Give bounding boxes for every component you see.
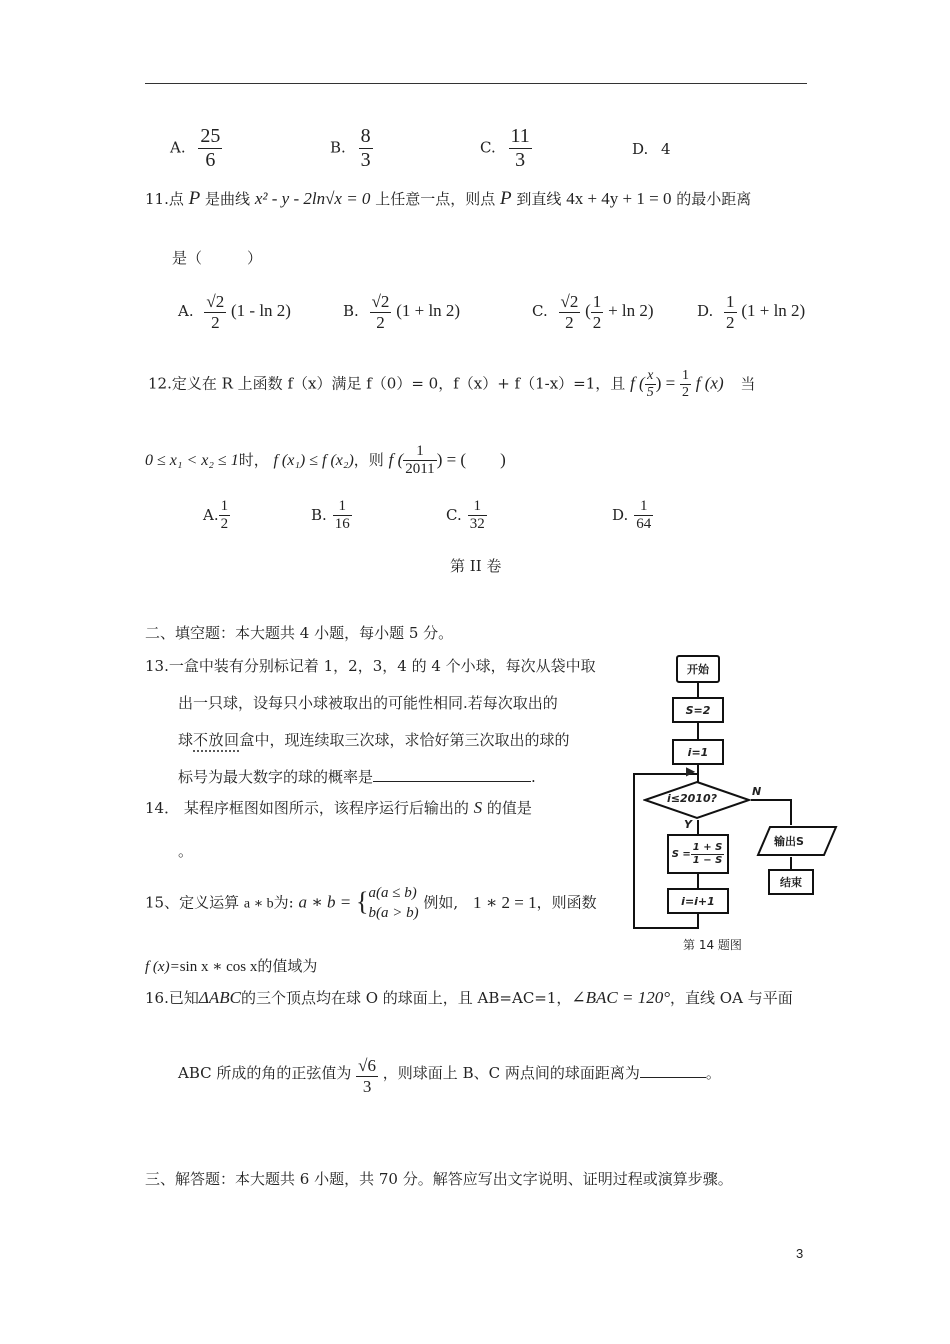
option-fraction <box>559 292 581 332</box>
text: ，则 <box>353 450 384 469</box>
option-label: D. <box>612 505 629 524</box>
text: ，则函数 <box>536 893 597 912</box>
fraction <box>403 443 436 479</box>
curve-equation: x² - y - 2ln√x = 0 <box>254 189 371 208</box>
math: ) = ( ) <box>436 449 506 469</box>
page-number: 3 <box>796 1246 804 1261</box>
text: 盒中，现连续取三次球，求恰好第三次取出的球的 <box>239 731 570 749</box>
denominator: 6 <box>205 149 216 171</box>
q13-line1: 13.一盒中装有分别标记着 1，2，3，4 的 4 个小球，每次从袋中取 <box>145 657 596 675</box>
part-title: 第 II 卷 <box>450 557 502 575</box>
angle: ∠BAC = 120° <box>571 988 671 1007</box>
q16-line2 <box>178 1056 721 1096</box>
q14-line1 <box>145 797 532 818</box>
option-fraction <box>204 292 226 332</box>
option-fraction <box>724 292 737 332</box>
fc-caption: 第 14 题图 <box>683 938 742 952</box>
numerator: √2 <box>371 292 390 311</box>
option-fraction <box>359 125 373 172</box>
denominator: 3 <box>360 149 371 171</box>
text: 12.定义在 R 上函数 f（x）满足 f（0）= 0，f（x）+ f（1-x）=1，且 <box>148 374 626 393</box>
numerator: 1 <box>403 443 436 461</box>
option-label: A. <box>178 302 194 321</box>
text: 的值是 <box>486 799 532 817</box>
operation: a ∗ b <box>243 896 274 912</box>
numerator: 1 <box>726 292 735 311</box>
q13-line4 <box>178 766 536 787</box>
fc-no-branch <box>751 799 791 801</box>
denominator: 5 <box>646 385 654 401</box>
text: 时， <box>238 450 269 469</box>
numerator: x <box>645 368 656 385</box>
fc-loop-bottom <box>633 927 699 929</box>
q15-line1 <box>145 884 597 923</box>
q13-line2: 出一只球，设每只小球被取出的可能性相同.若每次取出的 <box>178 694 558 712</box>
denominator: 2 <box>220 516 229 533</box>
option-tail: + ln 2) <box>608 301 654 321</box>
text: 标号为最大数字的球的概率是 <box>178 768 374 786</box>
fc-start: 开始 <box>676 655 720 683</box>
numerator: 8 <box>360 125 371 147</box>
open-paren: ( <box>585 301 591 321</box>
option-fraction <box>333 498 352 534</box>
fc-yes-branch <box>697 820 699 834</box>
fc-i-init: i=1 <box>672 739 724 765</box>
point-p: P <box>500 188 512 209</box>
fc-loop-down <box>697 914 699 929</box>
numerator: 1 <box>468 498 487 516</box>
option-tail: (1 - ln 2) <box>231 301 291 321</box>
numerator: 25 <box>200 125 221 147</box>
text: ，直线 OA 与平面 <box>670 989 793 1007</box>
text: 。 <box>705 1064 721 1082</box>
triangle: ΔABC <box>198 988 241 1007</box>
inner-fraction <box>591 292 604 332</box>
fc-decision-label: i≤2010? <box>667 792 717 805</box>
option-value: 4 <box>661 140 671 158</box>
q12-option-b <box>311 498 352 534</box>
emphasis-text: 不放回 <box>193 731 240 749</box>
q14-line2: 。 <box>178 842 194 860</box>
text: 上任意一点，则点 <box>375 190 496 208</box>
option-label: C. <box>480 138 496 157</box>
option-label: A. <box>170 138 186 157</box>
text: 的三个顶点均在球 O 的球面上，且 AB=AC=1， <box>240 989 572 1007</box>
text: ABC 所成的角的正弦值为 <box>178 1064 352 1082</box>
option-fraction <box>198 125 222 172</box>
denominator: 64 <box>636 516 652 533</box>
fc-loop-left <box>633 773 635 929</box>
header-rule <box>145 83 807 84</box>
fc-no-label: N <box>752 785 762 798</box>
numerator: √2 <box>560 292 579 311</box>
option-label: C. <box>446 505 462 524</box>
denominator: 2 <box>211 312 220 332</box>
numerator: 11 <box>510 125 530 147</box>
text: 球 <box>178 731 194 749</box>
denominator: 3 <box>515 149 526 171</box>
numerator: 1 <box>592 292 602 311</box>
text: 是曲线 <box>205 190 251 208</box>
q11-stem-line1 <box>145 188 751 210</box>
text: 点 <box>168 190 184 208</box>
q12-stem-line1 <box>148 368 755 401</box>
q11-option-c <box>532 292 654 332</box>
variable-s: S <box>473 798 483 817</box>
option-fraction <box>634 498 653 534</box>
option-fraction <box>219 498 231 534</box>
numerator: √2 <box>206 292 225 311</box>
line-equation: 4x + 4y + 1 = 0 <box>566 189 672 208</box>
math: ) = <box>655 373 676 393</box>
numerator: 1 <box>680 368 691 385</box>
denominator: 2 <box>592 312 602 332</box>
fc-output-label: 输出S <box>774 835 804 848</box>
q10-option-d <box>632 140 671 158</box>
q15-line2 <box>145 955 317 976</box>
answer-blank[interactable] <box>373 767 531 782</box>
case-2: b(a > b) <box>368 904 419 921</box>
numerator: 1 <box>219 498 231 516</box>
q13-line3 <box>178 729 570 750</box>
option-label: B. <box>311 505 327 524</box>
numerator: 1 + S <box>692 842 723 853</box>
option-label: B. <box>343 302 359 321</box>
math: f (x) <box>695 373 724 393</box>
fraction <box>645 368 656 401</box>
option-label: C. <box>532 302 548 321</box>
section-heading-solve: 三、解答题：本大题共 6 小题，共 70 分。解答应写出文字说明、证明过程或演算步骤。 <box>145 1170 733 1188</box>
text: 到直线 <box>516 190 562 208</box>
text: 的值域为 <box>257 957 318 975</box>
text: 16.已知 <box>145 989 199 1007</box>
math: f ( <box>388 449 404 469</box>
fc-connector <box>697 723 699 739</box>
option-fraction <box>509 125 532 172</box>
fc-connector <box>697 874 699 888</box>
function-lhs: f (x)= <box>145 959 180 975</box>
denominator: 1 − S <box>692 854 723 866</box>
text: 的最小距离 <box>676 190 752 208</box>
answer-blank[interactable] <box>640 1063 706 1078</box>
fc-update-lhs: S = <box>671 848 691 860</box>
option-label: A. <box>203 505 219 524</box>
fc-update-box <box>667 834 729 874</box>
fc-yes-label: Y <box>684 818 692 831</box>
q12-option-c <box>446 498 487 534</box>
option-label: D. <box>632 140 649 158</box>
q12-stem-line2 <box>145 443 506 479</box>
q10-option-a <box>170 125 222 172</box>
condition: 0 ≤ x₁ < x₂ ≤ 1 <box>145 451 239 469</box>
numerator: 1 <box>634 498 653 516</box>
text: 当 <box>740 374 756 393</box>
condition: f (x₁) ≤ f (x₂) <box>273 451 354 469</box>
text: ，则球面上 B、C 两点间的球面距离为 <box>382 1064 640 1082</box>
definition-lhs: a ∗ b = <box>298 892 352 912</box>
denominator: 2 <box>376 312 385 332</box>
numerator: 1 <box>333 498 352 516</box>
case-1: a(a ≤ b) <box>368 885 417 901</box>
q12-option-d <box>612 498 653 534</box>
fc-s-init: S=2 <box>672 697 724 723</box>
question-number: 11. <box>145 190 169 208</box>
text: . <box>531 768 536 786</box>
text: 14． 某程序框图如图所示，该程序运行后输出的 <box>145 799 469 817</box>
denominator: 32 <box>469 516 485 533</box>
sine-fraction <box>356 1056 378 1096</box>
q11-stem-line2: 是（ ） <box>172 249 263 267</box>
denominator: 2011 <box>405 461 435 478</box>
fc-connector <box>697 683 699 697</box>
math: f ( <box>630 373 645 393</box>
fc-connector <box>790 857 792 869</box>
fc-connector <box>790 799 792 825</box>
denominator: 2 <box>726 312 735 332</box>
section-heading-fill-in: 二、填空题：本大题共 4 小题，每小题 5 分。 <box>145 624 454 642</box>
option-tail: (1 + ln 2) <box>741 301 806 321</box>
option-fraction <box>468 498 487 534</box>
q12-option-a <box>203 498 230 534</box>
text: 例如, <box>423 893 459 912</box>
q10-option-b <box>330 125 373 172</box>
denominator: 3 <box>362 1076 372 1096</box>
text: 为: <box>273 893 294 912</box>
q11-option-a <box>178 292 291 332</box>
brace: { <box>356 886 369 916</box>
option-label: D. <box>697 302 714 321</box>
cases <box>369 884 419 923</box>
fc-end: 结束 <box>768 869 814 895</box>
denominator: 16 <box>334 516 350 533</box>
q16-line1 <box>145 987 793 1008</box>
point-p: P <box>188 188 201 209</box>
q11-option-d <box>697 292 805 332</box>
denominator: 2 <box>682 385 689 401</box>
function-expr: sin x ∗ cos x <box>179 959 258 975</box>
text: 15、定义运算 <box>145 893 240 912</box>
option-tail: (1 + ln 2) <box>396 301 461 321</box>
fc-update-fraction <box>691 842 725 866</box>
option-fraction <box>370 292 392 332</box>
example: 1 ∗ 2 = 1 <box>472 892 537 912</box>
numerator: √6 <box>358 1056 377 1075</box>
arrow-right-icon: ▶ <box>686 764 696 778</box>
option-label: B. <box>330 138 346 157</box>
q10-option-c <box>480 125 532 172</box>
denominator: 2 <box>565 312 574 332</box>
q11-option-b <box>343 292 460 332</box>
fraction <box>680 368 691 401</box>
fc-increment: i=i+1 <box>667 888 729 914</box>
